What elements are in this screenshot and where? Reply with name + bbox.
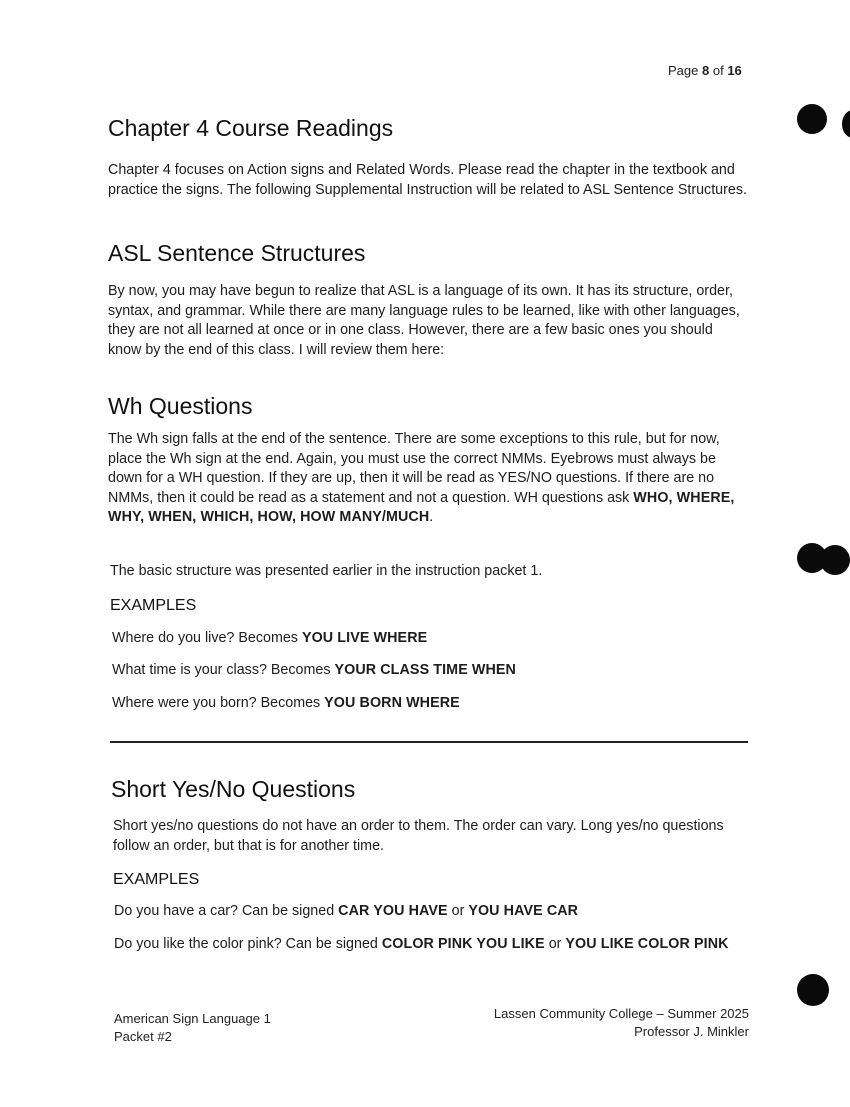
footer-right [440, 1005, 749, 1041]
wh-example: Where do you live? Becomes YOU LIVE WHERE [112, 630, 428, 646]
footer-college: Lassen Community College – Summer 2025 [493, 1006, 749, 1021]
short-yes-no-text: Short yes/no questions do not have an order to them. The order can vary. Long yes/no questions follow an order, but that is for another time. [113, 818, 724, 854]
wh-examples-label: EXAMPLES [110, 597, 197, 614]
chapter-intro: Chapter 4 focuses on Action signs and Related Words. Please read the chapter in the textbook and practice the signs. The following Supplemental Instruction will be related to ASL Sentence Structures. [108, 162, 747, 198]
page-number: Page 8 of 16 [668, 63, 742, 78]
asl-structures-heading: ASL Sentence Structures [108, 240, 366, 266]
wh-keywords: WHO, WHERE, WHY, WHEN, WHICH, HOW, HOW MANY/MUCH [108, 489, 735, 525]
wh-example: Where were you born? Becomes YOU BORN WHERE [112, 695, 460, 711]
binder-hole-mark [820, 545, 850, 575]
footer-left [114, 1010, 271, 1046]
footer-course: American Sign Language 1 [114, 1011, 271, 1026]
yes-no-example: Do you like the color pink? Can be signed COLOR PINK YOU LIKE or YOU LIKE COLOR PINK [114, 936, 729, 952]
basic-structure-note: The basic structure was presented earlier in the instruction packet 1. [110, 563, 543, 579]
asl-structures-text: By now, you may have begun to realize that ASL is a language of its own. It has its structure, order, syntax, and grammar. While there are many language rules to be learned, like with other languages, they are not all learned at once or in one class. However, there are a few basic ones you should know by the end of this class. I will review them here: [108, 283, 740, 358]
wh-example: What time is your class? Becomes YOUR CLASS TIME WHEN [112, 662, 516, 678]
yes-no-example: Do you have a car? Can be signed CAR YOU HAVE or YOU HAVE CAR [114, 903, 579, 919]
wh-questions-heading: Wh Questions [108, 393, 253, 419]
binder-hole-mark [797, 104, 827, 134]
yes-no-examples-label: EXAMPLES [113, 871, 200, 888]
section-divider [110, 741, 748, 743]
binder-hole-mark [797, 974, 829, 1006]
footer-professor: Professor J. Minkler [634, 1024, 749, 1039]
short-yes-no-heading: Short Yes/No Questions [111, 776, 356, 802]
footer-packet: Packet #2 [114, 1029, 172, 1044]
binder-hole-mark [842, 110, 850, 138]
wh-questions-text: The Wh sign falls at the end of the sentence. There are some exceptions to this rule, but for now, place the Wh sign at the end. Again, you must use the correct NMMs. Eyebrows must always be down for a WH question. If they are up, then it will be read as YES/NO questions. If there are no NMMs, then it could be read as a statement and not a question. WH questions ask WHO, WHERE, WHY, WHEN, WHICH, HOW, HOW MANY/MUCH. [108, 431, 735, 525]
chapter-heading: Chapter 4 Course Readings [108, 115, 394, 141]
